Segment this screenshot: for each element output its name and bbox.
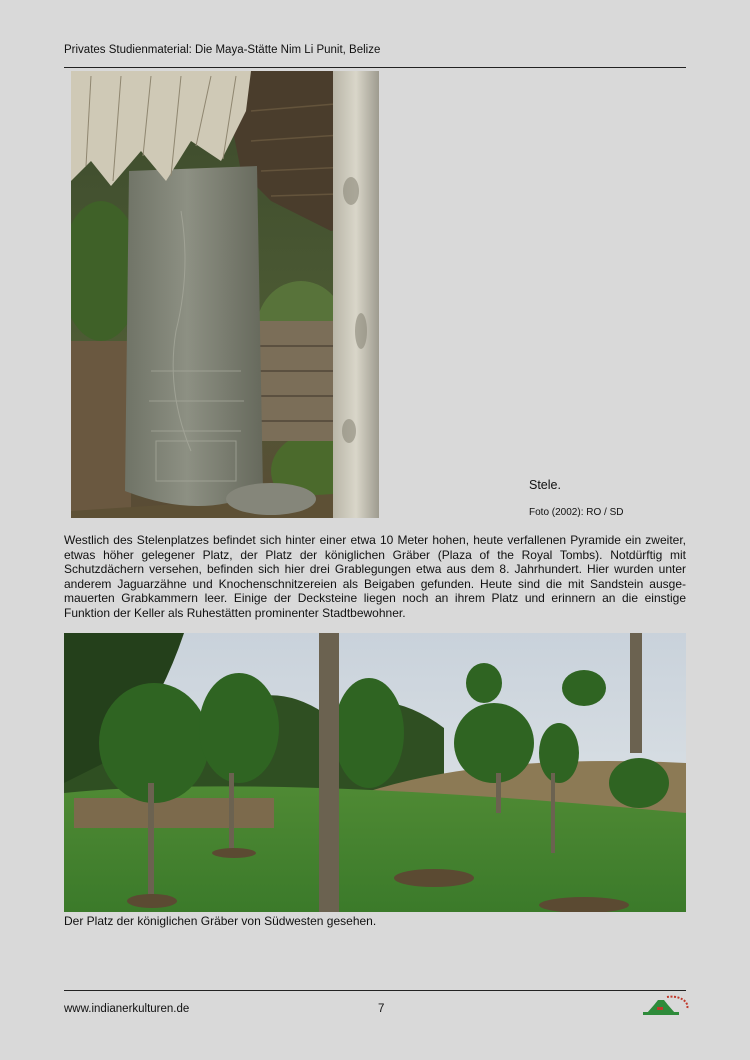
page-number: 7 — [378, 1003, 385, 1015]
body-paragraph: Westlich des Stelenplatzes befindet sich hinter einer etwa 10 Meter hohen, heute verfallenen Pyramide ein zweiter, etwas höher gelegener Platz, der Platz der königlichen Gräber (Plaza of the Royal Tombs). Notdürftig mit Schutzdächern versehen, befinden sich hier drei Grablegungen etwa aus dem 8. Jahrhundert. Hier wurden unter anderem Jaguarzähne und Knochenschnitzereien als Beigaben gefunden. Heute sind die mit Sandstein ausgemauerten Grabkammern leer. Einige der Decksteine liegen noch an ihrem Platz und erinnern an die einstige Funktion der Keller als Ruhestätten prominenter Stadtbewohner. — [64, 533, 686, 620]
plaza-caption: Der Platz der königlichen Gräber von Südwesten gesehen. — [64, 914, 377, 928]
header-rule — [64, 67, 686, 68]
plaza-photo — [64, 633, 686, 912]
photo-credit: Foto (2002): RO / SD — [529, 507, 624, 518]
footer-website-link[interactable]: www.indianerkulturen.de — [64, 1003, 190, 1015]
pyramid-logo-icon — [641, 993, 689, 1017]
stele-photo — [71, 71, 379, 518]
stele-caption: Stele. — [529, 478, 561, 492]
page-header-title: Privates Studienmaterial: Die Maya-Stätte Nim Li Punit, Belize — [64, 44, 381, 56]
footer-rule — [64, 990, 686, 991]
